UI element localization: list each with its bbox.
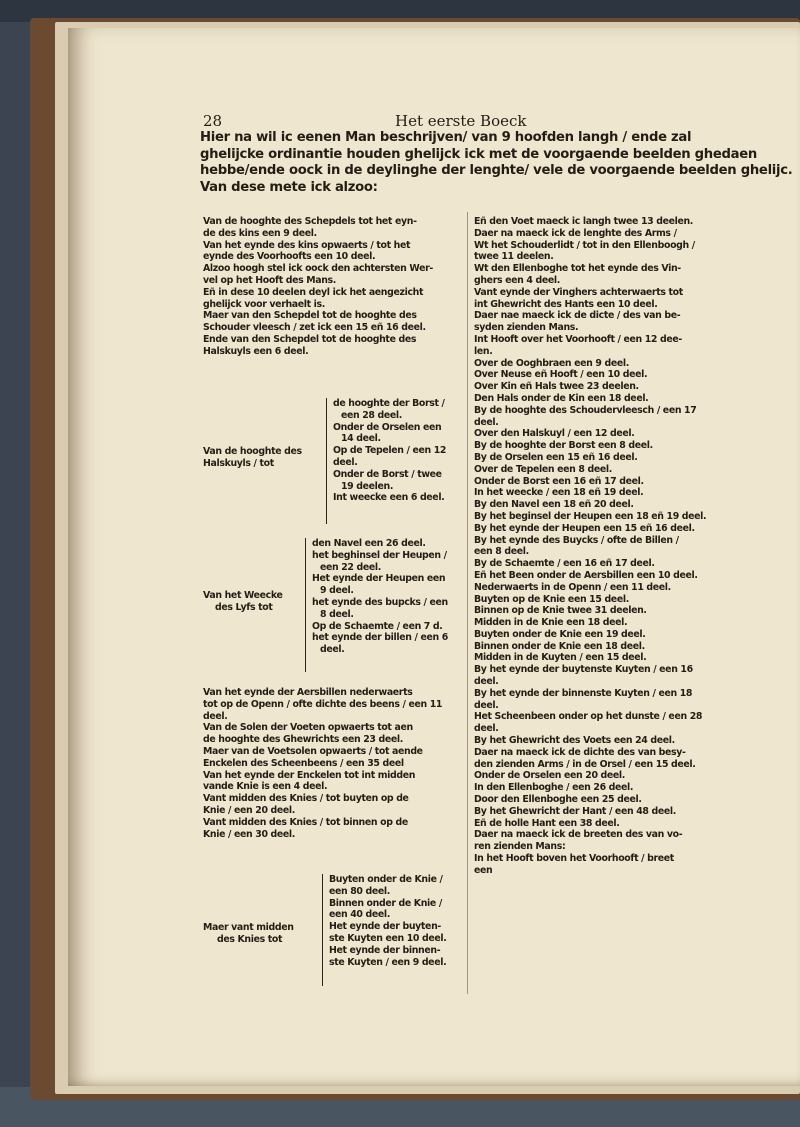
text-line: twee 11 deelen. (474, 251, 554, 263)
text-line: syden zienden Mans. (474, 322, 579, 334)
text-line: Over Neuse eñ Hooft / een 10 deel. (474, 369, 648, 381)
text-line: Midden in de Kuyten / een 15 deel. (474, 652, 647, 664)
text-line: Vant midden des Knies / tot buyten op de (203, 793, 409, 805)
bracket-label-line: des Knies tot (217, 933, 283, 945)
intro-line: Hier na wil ic eenen Man beschrijven/ van 9 hoofden langh / ende zal (200, 130, 692, 145)
text-line: tot op de Openn / ofte dichte des beens / een 11 (203, 698, 443, 710)
bracket-brace (322, 874, 323, 986)
bracket-items (329, 874, 446, 968)
text-line: Halskuyls een 6 deel. (203, 345, 309, 357)
text-line: een (474, 864, 493, 876)
text-line: Binnen onder de Knie / (329, 897, 442, 909)
text-line: Buyten onder de Knie een 19 deel. (474, 628, 646, 640)
right-column (474, 216, 736, 877)
bracket-label-line: Halskuyls / tot (203, 457, 274, 469)
text-line: Van de hooghte des Schepdels tot het eyn- (203, 216, 417, 227)
text-line: Onder de Borst / twee (333, 468, 442, 480)
text-line: Daer na maeck ick de lenghte des Arms / (474, 227, 677, 239)
bracket-label-line: Maer vant midden (203, 922, 294, 933)
left-column-top (203, 216, 465, 358)
text-line: een 80 deel. (329, 885, 390, 897)
text-line: In den Ellenboghe / een 26 deel. (474, 782, 634, 794)
text-line: Op de Schaemte / een 7 d. (312, 620, 443, 632)
page-number: 28 (203, 112, 223, 130)
text-line: Wt het Schouderlidt / tot in den Ellenboogh / (474, 239, 695, 251)
text-line: Van het eynde des kins opwaerts / tot het (203, 239, 411, 251)
text-line: By het eynde der binnenste Kuyten / een 18 (474, 687, 693, 699)
text-line: Daer na maeck ick de breeten des van vo- (474, 829, 683, 841)
text-line: een 22 deel. (320, 561, 381, 573)
column-divider (467, 212, 468, 994)
bracket-items (333, 398, 446, 504)
text-line: By het beginsel der Heupen een 18 eñ 19 deel. (474, 510, 707, 522)
bracket-label-line: Van de hooghte des (203, 446, 302, 457)
text-line: deel. (333, 456, 358, 468)
text-line: 9 deel. (320, 585, 354, 597)
text-line: Knie / een 20 deel. (203, 804, 295, 816)
text-line: By het eynde der Heupen een 15 eñ 16 deel. (474, 522, 695, 534)
text-line: Maer van den Schepdel tot de hooghte des (203, 310, 417, 322)
intro-line: ghelijcke ordinantie houden ghelijck ick met de voorgaende beelden ghedaen (200, 146, 757, 162)
text-line: By de hooghte der Borst een 8 deel. (474, 440, 653, 452)
bracket-brace (305, 538, 306, 672)
text-line: Nederwaerts in de Openn / een 11 deel. (474, 581, 671, 593)
text-line: Int weecke een 6 deel. (333, 492, 445, 504)
text-line: den zienden Arms / in de Orsel / een 15 deel. (474, 758, 696, 770)
text-line: Door den Ellenboghe een 25 deel. (474, 794, 642, 806)
text-line: Het eynde der binnen- (329, 944, 441, 956)
text-line: Eñ de holle Hant een 38 deel. (474, 817, 620, 829)
text-line: Van het eynde der Enckelen tot int midden (203, 769, 416, 781)
text-line: By de hooghte des Schoudervleesch / een 17 (474, 404, 697, 416)
bracket-label (203, 590, 283, 614)
text-line: den Navel een 26 deel. (312, 538, 426, 549)
text-line: ren zienden Mans: (474, 841, 566, 853)
text-line: Over de Ooghbraen een 9 deel. (474, 357, 629, 369)
intro-paragraph (200, 130, 793, 196)
text-line: Binnen op de Knie twee 31 deelen. (474, 605, 647, 617)
text-line: Vant eynde der Vinghers achterwaerts tot (474, 286, 683, 298)
text-line: Het eynde der Heupen een (312, 573, 446, 585)
text-line: Int Hooft over het Voorhooft / een 12 dee- (474, 333, 682, 345)
text-line: Maer van de Voetsolen opwaerts / tot aende (203, 745, 423, 757)
text-line: deel. (474, 676, 499, 688)
text-line: Eñ in dese 10 deelen deyl ick het aengezicht (203, 286, 424, 298)
text-line: een 28 deel. (341, 409, 402, 421)
bracket-label-line: des Lyfs tot (215, 601, 273, 613)
text-line: Enckelen des Scheenbeens / een 35 deel (203, 757, 404, 769)
text-line: deel. (474, 699, 499, 711)
text-line: deel. (203, 710, 228, 722)
text-line: len. (474, 345, 493, 357)
text-line: de hooghte der Borst / (333, 398, 445, 409)
text-line: ghelijck voor verhaelt is. (203, 298, 325, 310)
text-line: de des kins een 9 deel. (203, 227, 317, 239)
intro-line: Van dese mete ick alzoo: (200, 179, 378, 195)
text-line: 19 deelen. (341, 480, 394, 492)
text-line: deel. (474, 416, 499, 428)
text-line: int Ghewricht des Hants een 10 deel. (474, 298, 658, 310)
text-line: Midden in de Knie een 18 deel. (474, 617, 628, 629)
text-line: Vant midden des Knies / tot binnen op de (203, 816, 408, 828)
text-line: Knie / een 30 deel. (203, 828, 295, 840)
text-line: een 40 deel. (329, 909, 390, 921)
bracket-items (312, 538, 448, 656)
text-line: deel. (474, 723, 499, 735)
text-line: Onder de Borst een 16 eñ 17 deel. (474, 475, 644, 487)
text-line: By de Orselen een 15 eñ 16 deel. (474, 451, 638, 463)
text-line: In het weecke / een 18 eñ 19 deel. (474, 487, 644, 499)
text-line: deel. (320, 644, 345, 656)
text-line: By het eynde des Buycks / ofte de Billen / (474, 534, 679, 546)
text-line: ste Kuyten een 10 deel. (329, 932, 447, 944)
text-line: Eñ het Been onder de Aersbillen een 10 deel. (474, 569, 698, 581)
text-line: een 8 deel. (474, 546, 529, 558)
text-line: het beghinsel der Heupen / (312, 549, 447, 561)
text-line: Buyten op de Knie een 15 deel. (474, 593, 629, 605)
text-line: Daer na maeck ick de dichte des van besy- (474, 746, 686, 758)
text-line: Onder de Orselen een 20 deel. (474, 770, 625, 782)
text-line: het eynde des bupcks / een (312, 596, 448, 608)
text-line: Den Hals onder de Kin een 18 deel. (474, 392, 649, 404)
text-line: Binnen onder de Knie een 18 deel. (474, 640, 645, 652)
text-line: By de Schaemte / een 16 eñ 17 deel. (474, 558, 655, 570)
text-line: 8 deel. (320, 608, 354, 620)
text-line: Wt den Ellenboghe tot het eynde des Vin- (474, 263, 681, 275)
text-line: Van de Solen der Voeten opwaerts tot aen (203, 722, 413, 734)
bracket-label (203, 446, 302, 470)
text-line: vande Knie is een 4 deel. (203, 781, 328, 793)
text-line: Onder de Orselen een (333, 421, 442, 433)
text-line: de hooghte des Ghewrichts een 23 deel. (203, 734, 403, 746)
text-line: Het eynde der buyten- (329, 921, 441, 933)
text-line: In het Hooft boven het Voorhooft / breet (474, 853, 674, 865)
text-line: Van het eynde der Aersbillen nederwaerts (203, 687, 413, 698)
text-line: Alzoo hoogh stel ick oock den achtersten Wer- (203, 263, 433, 275)
intro-line: hebbe/ende oock in de deylinghe der lenghte/ vele de voorgaende beelden ghelijc. (200, 163, 793, 178)
text-line: Daer nae maeck ick de dicte / des van be- (474, 310, 681, 322)
text-line: 14 deel. (341, 433, 381, 445)
text-line: Schouder vleesch / zet ick een 15 eñ 16 deel. (203, 322, 426, 334)
left-column-middle (203, 687, 465, 840)
text-line: Op de Tepelen / een 12 (333, 445, 447, 457)
text-line: Over de Tepelen een 8 deel. (474, 463, 612, 475)
text-line: Eñ den Voet maeck ic langh twee 13 deelen. (474, 216, 694, 227)
text-line: het eynde der billen / een 6 (312, 632, 448, 644)
bracket-brace (326, 398, 327, 524)
text-line: ste Kuyten / een 9 deel. (329, 956, 447, 968)
text-line: Over den Halskuyl / een 12 deel. (474, 428, 635, 440)
running-head: Het eerste Boeck (395, 112, 527, 130)
text-line: By het eynde der buytenste Kuyten / een 16 (474, 664, 693, 676)
bracket-label-line: Van het Weecke (203, 590, 283, 601)
text-line: vel op het Hooft des Mans. (203, 274, 336, 286)
text-line: Het Scheenbeen onder op het dunste / een 28 (474, 711, 703, 723)
text-line: Buyten onder de Knie / (329, 874, 443, 885)
bracket-label (203, 922, 294, 946)
text-line: eynde des Voorhoofts een 10 deel. (203, 251, 376, 263)
text-line: By het Ghewricht des Voets een 24 deel. (474, 735, 675, 747)
text-line: By den Navel een 18 eñ 20 deel. (474, 499, 634, 511)
text-line: Ende van den Schepdel tot de hooghte des (203, 333, 417, 345)
text-line: By het Ghewricht der Hant / een 48 deel. (474, 805, 676, 817)
text-line: ghers een 4 deel. (474, 274, 560, 286)
text-line: Over Kin eñ Hals twee 23 deelen. (474, 381, 639, 393)
